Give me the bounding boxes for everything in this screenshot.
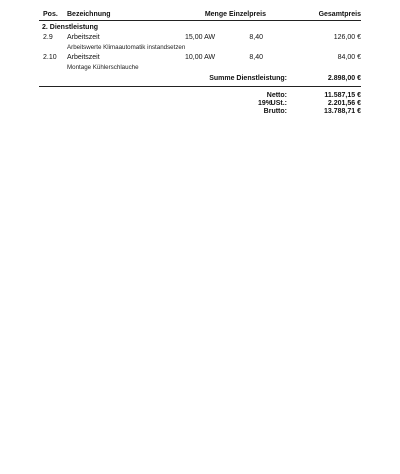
netto-row xyxy=(39,91,361,99)
item-beschreibung: Montage Kühlerschlauche xyxy=(67,64,139,71)
item-description-row xyxy=(39,43,361,53)
section-sum-value: 2.898,00 € xyxy=(327,75,361,82)
header-divider xyxy=(39,20,361,21)
table-header xyxy=(39,10,361,20)
brutto-row xyxy=(39,107,361,115)
table-row xyxy=(39,53,361,63)
item-pos: 2.9 xyxy=(43,34,53,41)
item-gesamtpreis: 84,00 € xyxy=(337,54,361,61)
item-gesamtpreis: 126,00 € xyxy=(333,34,361,41)
invoice-table xyxy=(39,10,361,115)
header-einzelpreis: Einzelpreis xyxy=(229,11,266,18)
netto-value: 11.587,15 € xyxy=(324,92,361,99)
section-sum-label: Summe Dienstleistung: xyxy=(209,75,287,82)
ust-label: USt.: xyxy=(270,100,287,107)
item-einzelpreis: 8,40 xyxy=(249,34,263,41)
totals-block xyxy=(39,91,361,115)
ust-row xyxy=(39,99,361,107)
header-bezeichnung: Bezeichnung xyxy=(67,11,111,18)
ust-value: 2.201,56 € xyxy=(327,100,361,107)
item-bezeichnung: Arbeitszeit xyxy=(67,54,100,61)
netto-label: Netto: xyxy=(266,92,287,99)
header-menge: Menge xyxy=(204,11,227,18)
section-divider xyxy=(39,86,361,87)
item-beschreibung: Arbeitswerte Klimaautomatik instandsetzen xyxy=(67,44,186,51)
header-pos: Pos. xyxy=(43,11,58,18)
section-title: 2. Dienstleistung xyxy=(42,24,99,31)
item-description-row xyxy=(39,63,361,73)
brutto-value: 13.788,71 € xyxy=(324,108,361,115)
header-gesamtpreis: Gesamtpreis xyxy=(318,11,361,18)
section-sum-row xyxy=(39,73,361,84)
item-pos: 2.10 xyxy=(43,54,57,61)
ust-percent: 19% xyxy=(257,100,272,107)
brutto-label: Brutto: xyxy=(263,108,287,115)
item-menge: 10,00 AW xyxy=(185,54,216,61)
table-row xyxy=(39,33,361,43)
item-einzelpreis: 8,40 xyxy=(249,54,263,61)
item-menge: 15,00 AW xyxy=(185,34,216,41)
item-bezeichnung: Arbeitszeit xyxy=(67,34,100,41)
